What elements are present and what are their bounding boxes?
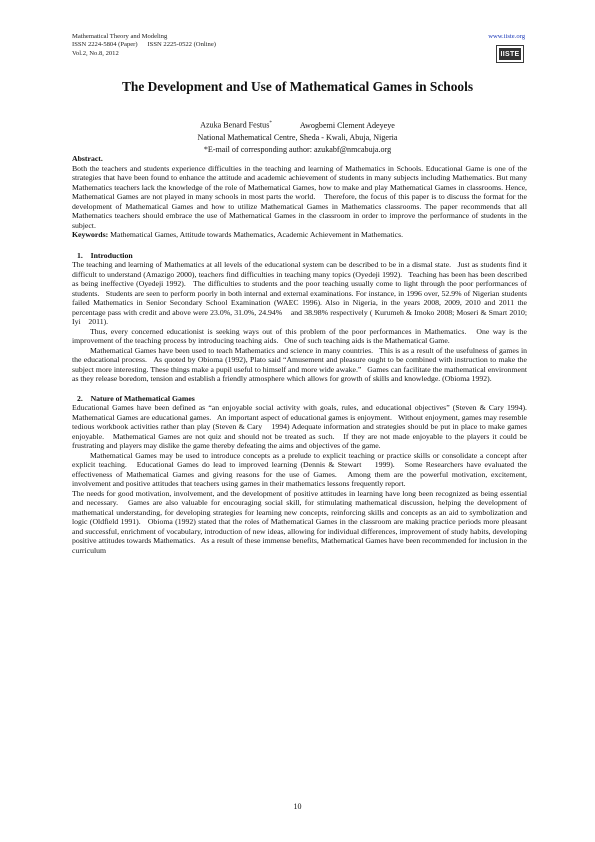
paper-title: The Development and Use of Mathematical Games in Schools bbox=[121, 79, 474, 94]
corresponding-mark: * bbox=[269, 121, 272, 126]
journal-issn: ISSN 2224-5804 (Paper) ISSN 2225-0522 (Online) bbox=[72, 41, 216, 49]
iiste-logo bbox=[496, 45, 524, 63]
journal-volume: Vol.2, No.8, 2012 bbox=[72, 49, 119, 57]
keywords-label: Keywords: bbox=[72, 230, 109, 239]
author-2: Awogbemi Clement Adeyeye bbox=[299, 120, 395, 130]
journal-header bbox=[72, 33, 216, 58]
section-2-paragraph-2: Mathematical Games may be used to introduce concepts as a prelude to explicit teaching or practice skills or consolidate a concept after explicit teaching. Educational Games do lead to improved learning (Dennis & Stewart 1999). Some Researchers have evaluated the effectiveness of Mathematical Games and giving reasons for the use of Games. Among them are the powerful motivation, excitement, involvement and positive attitudes that teachers using games in their mathematics lessons frequently report. bbox=[72, 450, 529, 488]
abstract-heading: Abstract. bbox=[72, 154, 103, 163]
abstract-text: Both the teachers and students experience difficulties in the teaching and learning of Mathematics in Schools. Educational Game is one of the strategies that have been found to enhance the attitude and academic achievement of students in many subjects including Mathematics. But many Mathematics teachers lack the knowledge of the role of Mathematical Games, how to make and play Mathematical Games in classrooms. Hence, Mathematical Games are not played in many schools in most parts the world. Therefore, the focus of this paper is to discuss the format for the development of Mathematical Games and how to utilize Mathematical Games in Mathematics classrooms. The paper recommends that all Mathematics teachers should embrace the use of Mathematical Games in the classroom in order to improve the performance of students in the subject. bbox=[72, 163, 529, 230]
section-1-paragraph-1: The teaching and learning of Mathematics at all levels of the educational system can be described to be in a dismal state. Just as students find it difficult to understand (Amazigo 2000), teachers find difficulties in teaching many topics (Oyedeji 1992). Teaching has been has been described as being ineffective (Oyedeji 1992). The difficulties to students and the poor teaching usually come to light through the poor performances of students. Students are seen to perform poorly in both internal and external examinations. For instance, in 1996 over, 52.9% of Nigerian students failed Mathematics in Senior Secondary School Examination (WAEC 1996). Also in Nigeria, in the years 2008, 2009, 2010 and 2011 the percentage pass with credit and above were 23.0%, 31.0%, 24.94% and 38.98% respectively ( Kurumeh & Imoko 2008; Moseri & Smart 2010; Iyi 2011). bbox=[72, 260, 529, 326]
section-2-paragraph-3: The needs for good motivation, involvement, and the development of positive attitudes in learning have long been recognized as being essential and necessary. Games are also valuable for encouraging social skill, for stimulating mathematical discussion, helping the development of mathematical understanding, for developing strategies for learning new concepts, reinforcing skills and concepts as an aid to symbolization and logic (Oldfield 1991). Obioma (1992) stated that the roles of Mathematical Games in the classroom are making practice periods more pleasant and successful, enrichment of vocabulary, introduction of new ideas, allowing for individual differences, improvement of study habits, developing positive attitudes towards Mathematics. As a result of these immense benefits, Mathematical Games have been recommended for inclusion in the curriculum bbox=[72, 488, 529, 555]
journal-name: Mathematical Theory and Modeling bbox=[72, 33, 168, 40]
corresponding-email: *E-mail of corresponding author: azukabf@nmcabuja.org bbox=[203, 145, 392, 155]
page-number: 10 bbox=[293, 802, 302, 811]
author-block bbox=[40, 118, 555, 156]
section-gap bbox=[72, 384, 527, 394]
section-2-heading: 2. Nature of Mathematical Games bbox=[77, 393, 195, 403]
paper-body bbox=[72, 154, 527, 555]
section-1-paragraph-2: Thus, every concerned educationist is seeking ways out of this problem of the poor performances in Mathematics. One way is the improvement of the teaching process by introducing teaching aids. One of such teaching aids is the Mathematical Game. bbox=[72, 326, 529, 345]
section-2-paragraph-1: Educational Games have been defined as “an enjoyable social activity with goals, rules, and educational objectives” (Steven & Cary 1994). Mathematical Games are educational games. An important aspect of educational games is enjoyment. Without enjoyment, games may resemble tedious workbook activities rather than play (Steven & Cary 1994) Adequate information and strategies should be put in place to make games enjoyable. Mathematical Games are not quiz and should not be treated as such. If they are not made enjoyable to the players it could be frustrating and players may dislike the game thereby defeating the aims and objectives of the game. bbox=[72, 403, 529, 450]
keywords-line bbox=[72, 230, 527, 240]
keywords-text: Mathematical Games, Attitude towards Mathematics, Academic Achievement in Mathematics. bbox=[108, 230, 404, 239]
journal-url-link[interactable]: www.iiste.org bbox=[488, 33, 525, 40]
iiste-logo-text: IISTE bbox=[499, 48, 521, 60]
affiliation: National Mathematical Centre, Sheda - Kwali, Abuja, Nigeria bbox=[197, 132, 398, 142]
author-1: Azuka Benard Festus bbox=[200, 120, 270, 130]
section-1-paragraph-3: Mathematical Games have been used to teach Mathematics and science in many countries. This is as a result of the usefulness of games in the educational process. As quoted by Obioma (1992), Plato said “Amusement and pleasure ought to be combined with instruction to make the subject more interesting. These things make a pupil useful to himself and more wide awake.” Games can facilitate the mathematical environment as they release boredom, tension and establish a friendly atmosphere which allows for growth of skills and knowledge. (Obioma 1992). bbox=[72, 345, 529, 383]
section-1-heading: 1. Introduction bbox=[77, 250, 133, 260]
